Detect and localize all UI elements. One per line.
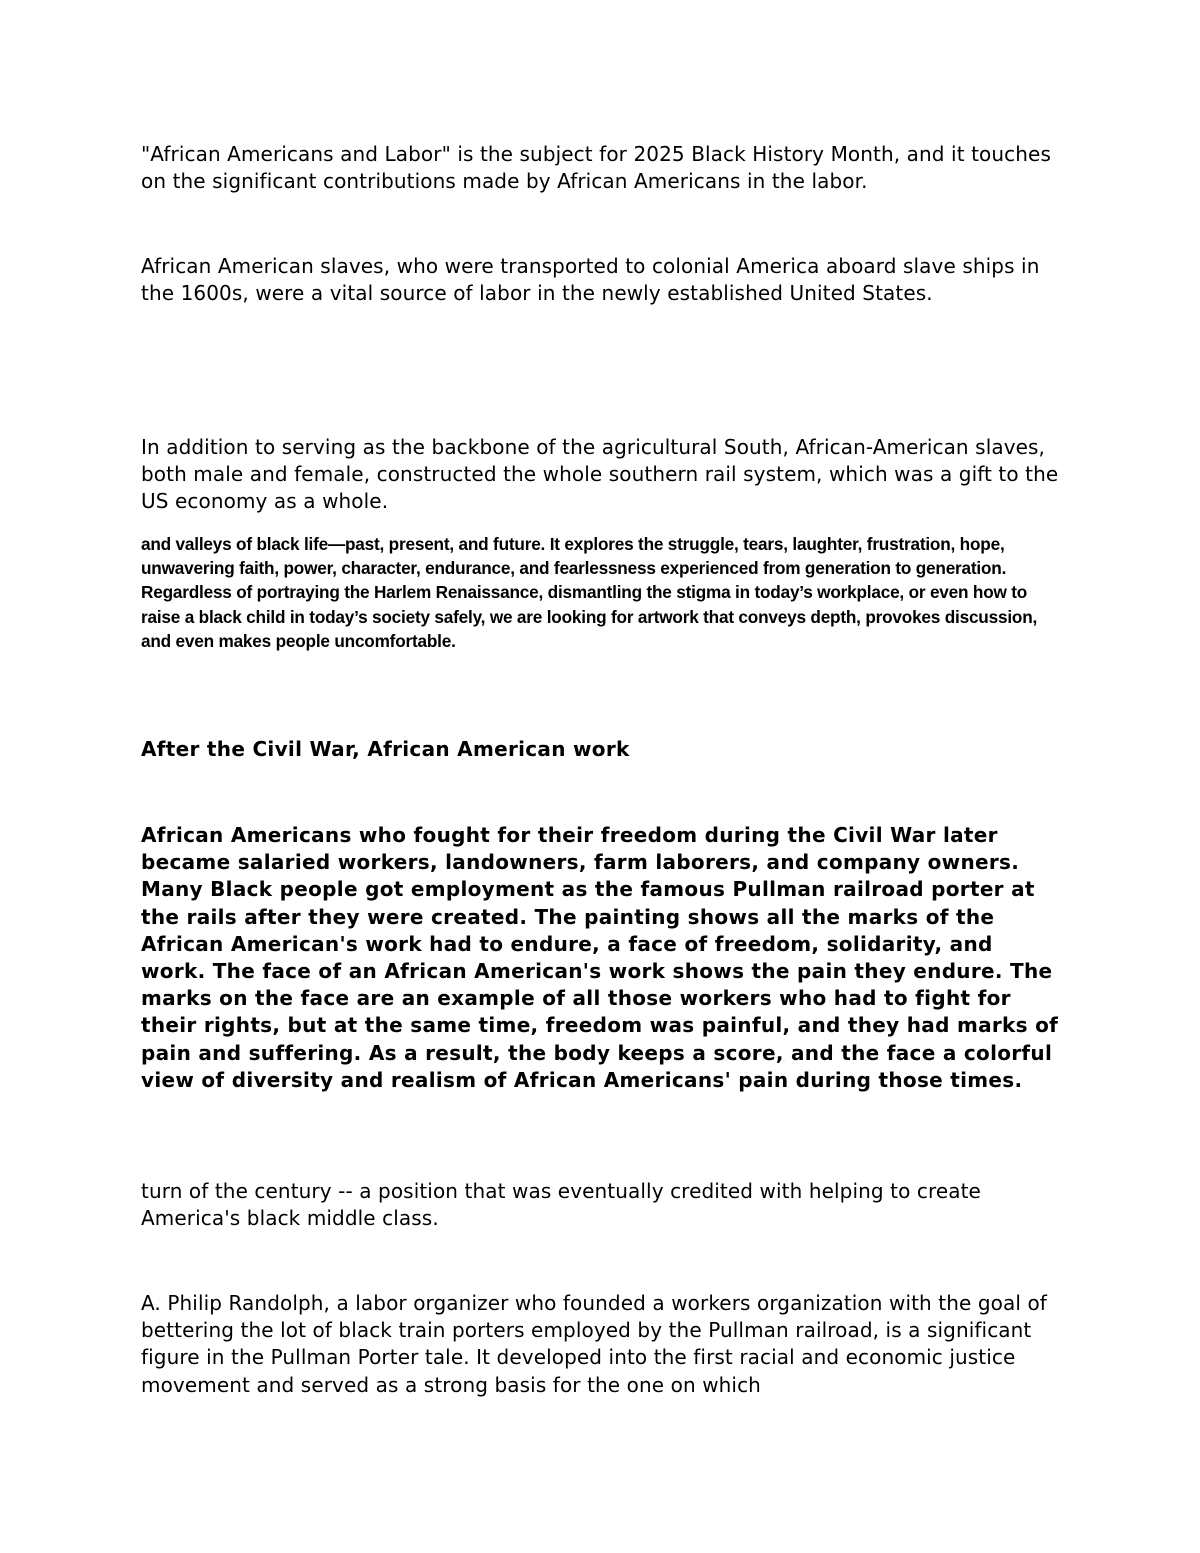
paragraph-randolph: A. Philip Randolph, a labor organizer who founded a workers organization with the goal of bettering the lot of black train porters employed by the Pullman railroad, is a significant figure in the Pullman Porter tale. It developed into the first racial and economic justice movement and served as a strong basis for the one on which <box>141 1291 1047 1397</box>
section-heading-civil-war: After the Civil War, African American work <box>141 737 630 761</box>
paragraph-rail-system: In addition to serving as the backbone of the agricultural South, African-American slaves, both male and female, constructed the whole southern rail system, which was a gift to the US economy as a whole. <box>141 435 1059 514</box>
paragraph-intro: "African Americans and Labor" is the subject for 2025 Black History Month, and it touches on the significant contributions made by African Americans in the labor. <box>141 142 1051 194</box>
paragraph-artwork-call: and valleys of black life—past, present, and future. It explores the struggle, tears, laughter, frustration, hope, unwavering faith, power, character, endurance, and fearlessness experienced from generation to generation. Regardless of portraying the Harlem Renaissance, dismantling the stigma in today’s workplace, or even how to raise a black child in today’s society safely, we are looking for artwork that conveys depth, provokes discussion, and even makes people uncomfortable. <box>141 534 1038 651</box>
paragraph-slaves-1600s: African American slaves, who were transported to colonial America aboard slave ships in the 1600s, were a vital source of labor in the newly established United States. <box>141 254 1040 306</box>
paragraph-after-civil-war: African Americans who fought for their freedom during the Civil War later became salaried workers, landowners, farm laborers, and company owners. Many Black people got employment as the famous Pullman railroad porter at the rails after they were created. The painting shows all the marks of the African American's work had to endure, a face of freedom, solidarity, and work. The face of an African American's work shows the pain they endure. The marks on the face are an example of all those workers who had to fight for their rights, but at the same time, freedom was painful, and they had marks of pain and suffering. As a result, the body keeps a score, and the face a colorful view of diversity and realism of African Americans' pain during those times. <box>141 823 1059 1092</box>
paragraph-turn-of-century: turn of the century -- a position that was eventually credited with helping to create America's black middle class. <box>141 1179 981 1231</box>
